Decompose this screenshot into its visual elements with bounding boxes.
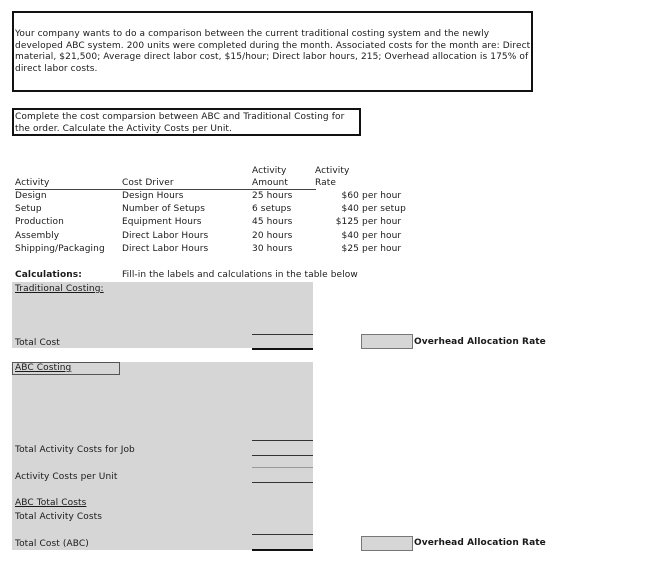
- per-unit-top-line: [252, 467, 313, 468]
- row-activity: Production: [15, 217, 64, 227]
- header-amount-top: Activity: [252, 166, 287, 176]
- traditional-subtotal-line: [252, 334, 313, 335]
- header-activity: Activity: [15, 178, 50, 188]
- total-cost-label: Total Cost: [15, 338, 60, 348]
- row-activity: Shipping/Packaging: [15, 244, 105, 254]
- total-cost-abc-label: Total Cost (ABC): [15, 539, 89, 549]
- overhead-rate-input-2[interactable]: [361, 536, 413, 551]
- abc-subtotal-line: [252, 440, 313, 441]
- row-activity: Setup: [15, 204, 42, 214]
- row-rate: $125: [335, 217, 359, 227]
- row-rate: $60: [341, 191, 359, 201]
- abc-total-costs-heading: ABC Total Costs: [15, 498, 87, 508]
- abc-costing-heading: ABC Costing: [12, 362, 120, 375]
- row-unit: per hour: [362, 244, 402, 254]
- row-amount: 45 hours: [252, 217, 293, 227]
- row-rate: $25: [341, 244, 359, 254]
- calculations-hint: Fill-in the labels and calculations in the table below: [122, 270, 358, 280]
- row-driver: Direct Labor Hours: [122, 231, 209, 241]
- total-cost-double-line: [252, 348, 313, 350]
- header-cost-driver: Cost Driver: [122, 178, 174, 188]
- header-rate-bottom: Rate: [315, 178, 337, 188]
- total-cost-abc-double-line: [252, 549, 313, 551]
- row-driver: Number of Setups: [122, 204, 206, 214]
- row-rate: $40: [341, 204, 359, 214]
- row-activity: Assembly: [15, 231, 60, 241]
- row-amount: 25 hours: [252, 191, 293, 201]
- abc-job-total-line: [252, 455, 313, 456]
- row-driver: Design Hours: [122, 191, 184, 201]
- row-driver: Equipment Hours: [122, 217, 202, 227]
- row-amount: 30 hours: [252, 244, 293, 254]
- overhead-rate-input[interactable]: [361, 334, 413, 349]
- header-rate-top: Activity: [315, 166, 350, 176]
- activity-costs-per-unit-label: Activity Costs per Unit: [15, 472, 118, 482]
- overhead-rate-label: Overhead Allocation Rate: [414, 337, 546, 347]
- header-rule: [15, 189, 316, 190]
- total-activity-costs-job-label: Total Activity Costs for Job: [15, 445, 135, 455]
- problem-statement-text: Your company wants to do a comparison between the current traditional costing system and the newly developed ABC system. 200 units were completed during the month. Associated costs for the month are: Direct material, $21,500; Average direct labor cost, $15/hour; Direct labor hours, 215; Overhead allocation is 175% of direct labor costs.: [15, 29, 531, 74]
- row-unit: per hour: [362, 231, 402, 241]
- overhead-rate-label-2: Overhead Allocation Rate: [414, 538, 546, 548]
- row-unit: per hour: [362, 217, 402, 227]
- row-activity: Design: [15, 191, 47, 201]
- row-unit: per setup: [362, 204, 406, 214]
- traditional-costing-heading: Traditional Costing:: [15, 284, 104, 294]
- header-amount-bottom: Amount: [252, 178, 288, 188]
- calculations-label: Calculations:: [15, 270, 82, 280]
- row-amount: 20 hours: [252, 231, 293, 241]
- row-unit: per hour: [362, 191, 402, 201]
- abc-total-top-line: [252, 534, 313, 535]
- row-driver: Direct Labor Hours: [122, 244, 209, 254]
- total-activity-costs-label: Total Activity Costs: [15, 512, 103, 522]
- row-rate: $40: [341, 231, 359, 241]
- per-unit-bottom-line: [252, 482, 313, 483]
- row-amount: 6 setups: [252, 204, 292, 214]
- instructions-text: Complete the cost comparsion between ABC and Traditional Costing for the order. Calculate the Activity Costs per Unit.: [15, 112, 345, 134]
